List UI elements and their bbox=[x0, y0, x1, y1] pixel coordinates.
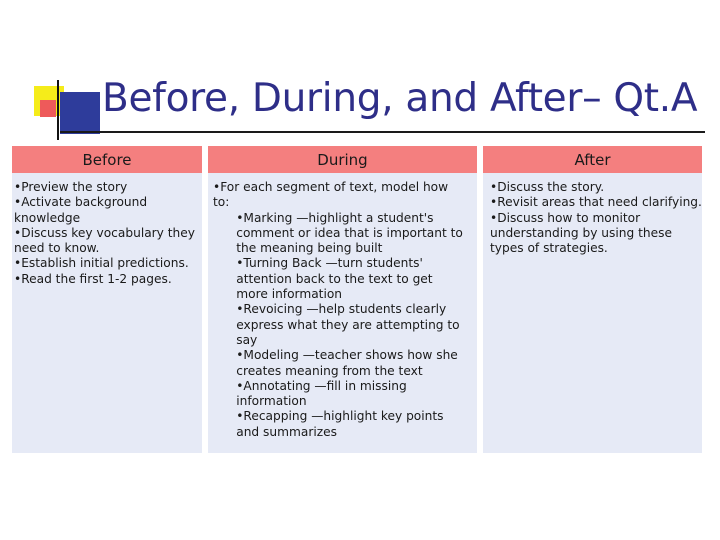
during-body bbox=[208, 173, 477, 453]
during-line: information bbox=[213, 394, 307, 409]
before-header: Before bbox=[12, 146, 202, 173]
during-column bbox=[208, 146, 477, 453]
strategy-table bbox=[12, 146, 702, 453]
during-line: comment or idea that is important to bbox=[213, 225, 463, 240]
during-line: more information bbox=[213, 287, 343, 302]
before-line: •Preview the story bbox=[14, 180, 128, 194]
after-header: After bbox=[483, 146, 702, 173]
during-line: •Annotating —fill in missing bbox=[213, 378, 407, 393]
before-line: •Read the first 1-2 pages. bbox=[14, 271, 172, 286]
during-line: creates meaning from the text bbox=[213, 363, 423, 378]
slide-title: Before, During, and After– Qt.A bbox=[102, 76, 698, 121]
during-line: •Modeling —teacher shows how she bbox=[213, 348, 458, 363]
during-line: say bbox=[213, 332, 258, 347]
before-line: •Activate background bbox=[14, 195, 148, 210]
logo-blue-square bbox=[60, 92, 100, 134]
before-line: •Discuss key vocabulary they bbox=[14, 225, 195, 240]
before-column bbox=[12, 146, 202, 453]
title-underline bbox=[60, 131, 705, 133]
after-line: understanding by using these bbox=[490, 225, 672, 240]
after-line: •Discuss how to monitor bbox=[490, 210, 641, 225]
before-line: •Establish initial predictions. bbox=[14, 256, 189, 271]
during-line: to: bbox=[213, 195, 230, 210]
after-column bbox=[483, 146, 702, 453]
during-line: express what they are attempting to bbox=[213, 317, 460, 332]
during-line: •Recapping —highlight key points bbox=[213, 409, 444, 424]
during-header: During bbox=[208, 146, 477, 173]
during-line: •Marking —highlight a student's bbox=[213, 210, 434, 225]
after-line: •Discuss the story. bbox=[490, 180, 605, 194]
during-line: the meaning being built bbox=[213, 241, 383, 256]
during-line: attention back to the text to get bbox=[213, 271, 433, 286]
after-line: •Revisit areas that need clarifying. bbox=[490, 195, 702, 210]
before-line: knowledge bbox=[14, 210, 81, 225]
during-line: •Turning Back —turn students' bbox=[213, 256, 423, 271]
during-line: •For each segment of text, model how bbox=[213, 180, 449, 194]
during-line: and summarizes bbox=[213, 424, 337, 439]
after-line: types of strategies. bbox=[490, 241, 608, 256]
before-body bbox=[12, 173, 202, 453]
before-line: need to know. bbox=[14, 241, 100, 256]
logo-red-square bbox=[40, 100, 56, 117]
during-line: •Revoicing —help students clearly bbox=[213, 302, 447, 317]
slide-logo bbox=[0, 0, 100, 140]
after-body bbox=[483, 173, 702, 453]
